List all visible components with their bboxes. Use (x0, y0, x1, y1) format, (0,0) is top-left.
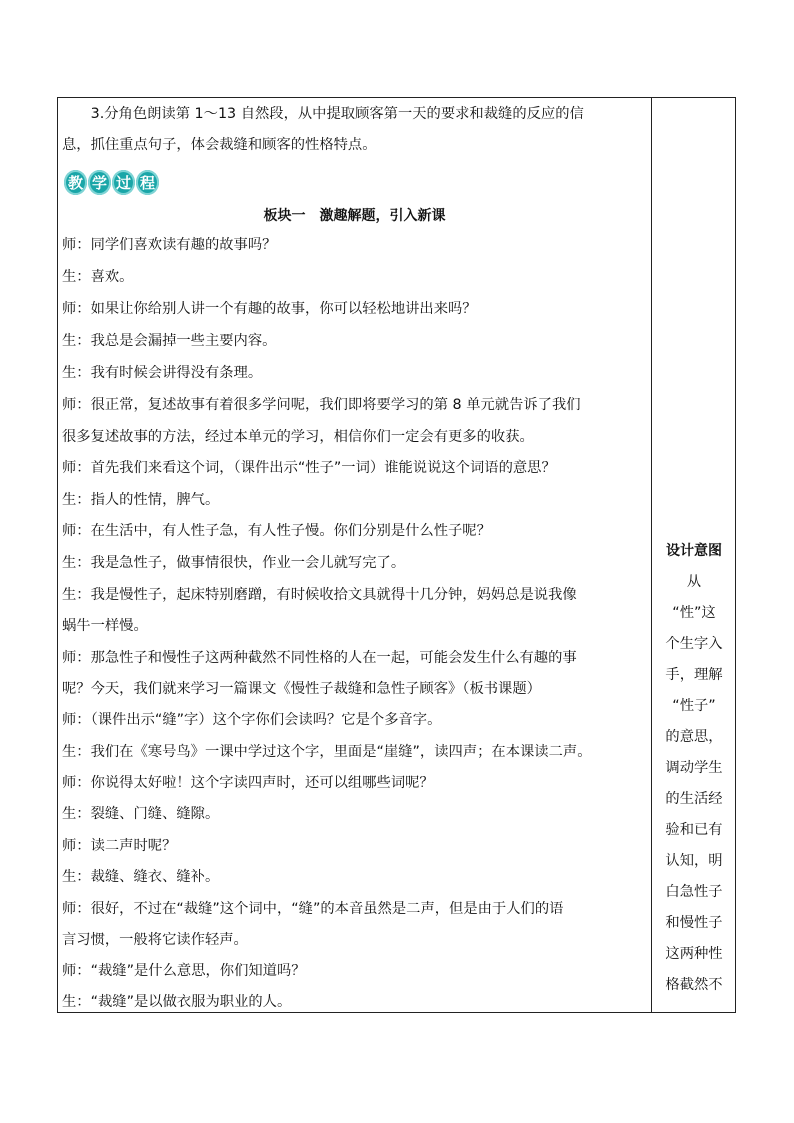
design-intent-line: 调动学生 (665, 760, 723, 776)
dialogue-line: 生：喜欢。 (62, 269, 134, 285)
design-intent-line: 验和已有 (665, 822, 723, 838)
dialogue-line: 师：你说得太好啦！这个字读四声时，还可以组哪些词呢？ (62, 775, 434, 791)
dialogue-line: 师：同学们喜欢读有趣的故事吗？ (62, 237, 277, 253)
dialogue-line: 生：我有时候会讲得没有条理。 (62, 365, 263, 381)
dialogue-line: 言习惯，一般将它读作轻声。 (62, 932, 248, 948)
design-intent-line: 手，理解 (665, 667, 723, 683)
lesson-table (57, 97, 736, 1013)
badge-char: 学 (88, 170, 111, 195)
dialogue-line: 师：很好，不过在“裁缝”这个词中，“缝”的本音虽然是二声，但是由于人们的语 (62, 901, 564, 917)
design-intent-line: 的生活经 (665, 791, 723, 807)
objective-line-1: 3.分角色朗读第 1～13 自然段，从中提取顾客第一天的要求和裁缝的反应的信 (62, 106, 584, 122)
design-intent-line: 白急性子 (665, 884, 723, 900)
objective-line-2: 息，抓住重点句子，体会裁缝和顾客的性格特点。 (62, 137, 377, 153)
dialogue-line: 师：（课件出示“缝”字）这个字你们会读吗？它是个多音字。 (62, 712, 442, 728)
design-intent-line: “性”这 (672, 605, 716, 621)
badge-char: 过 (112, 170, 135, 195)
badge-char: 教 (64, 170, 87, 195)
dialogue-line: 生：我是慢性子，起床特别磨蹭，有时候收拾文具就得十几分钟，妈妈总是说我像 (62, 587, 577, 603)
dialogue-line: 师：“裁缝”是什么意思，你们知道吗？ (62, 963, 306, 979)
dialogue-line: 生：我是急性子，做事情很快，作业一会儿就写完了。 (62, 555, 406, 571)
dialogue-line: 生：我们在《寒号鸟》一课中学过这个字，里面是“崖缝”，读四声；在本课读二声。 (62, 744, 592, 760)
dialogue-line: 生：“裁缝”是以做衣服为职业的人。 (62, 994, 292, 1010)
dialogue-line: 生：裂缝、门缝、缝隙。 (62, 806, 220, 822)
dialogue-line: 蜗牛一样慢。 (62, 618, 148, 634)
design-intent-line: 从 (686, 574, 702, 590)
dialogue-line: 师：如果让你给别人讲一个有趣的故事，你可以轻松地讲出来吗？ (62, 301, 477, 317)
dialogue-line: 生：指人的性情，脾气。 (62, 492, 220, 508)
design-intent-line: 格截然不 (665, 977, 723, 993)
dialogue-line: 师：在生活中，有人性子急，有人性子慢。你们分别是什么性子呢？ (62, 523, 491, 539)
dialogue-line: 生：裁缝、缝衣、缝补。 (62, 869, 220, 885)
dialogue-line: 呢？今天，我们就来学习一篇课文《慢性子裁缝和急性子顾客》（板书课题） (62, 681, 541, 697)
dialogue-line: 师：读二声时呢？ (62, 838, 177, 854)
teaching-process-badge (64, 169, 160, 196)
lesson-content (62, 98, 647, 1012)
dialogue-line: 师：那急性子和慢性子这两种截然不同性格的人在一起，可能会发生什么有趣的事 (62, 650, 577, 666)
design-intent-line: 这两种性 (665, 946, 723, 962)
dialogue-line: 师：很正常，复述故事有着很多学问呢，我们即将要学习的第 8 单元就告诉了我们 (62, 397, 581, 413)
design-intent-line: 个生字入 (665, 636, 723, 652)
dialogue-line: 很多复述故事的方法，经过本单元的学习，相信你们一定会有更多的收获。 (62, 429, 534, 445)
design-intent-line: 的意思， (665, 729, 723, 745)
design-intent-title: 设计意图 (666, 543, 722, 559)
dialogue-line: 师：首先我们来看这个词，（课件出示“性子”一词）谁能说说这个词语的意思？ (62, 460, 556, 476)
design-intent-line: “性子” (672, 698, 716, 714)
design-intent-line: 和慢性子 (665, 915, 723, 931)
design-intent-column (652, 98, 736, 1012)
section-title: 板块一 激趣解题，引入新课 (263, 208, 446, 224)
badge-char: 程 (136, 170, 159, 195)
dialogue-line: 生：我总是会漏掉一些主要内容。 (62, 333, 277, 349)
design-intent-line: 认知，明 (665, 853, 723, 869)
